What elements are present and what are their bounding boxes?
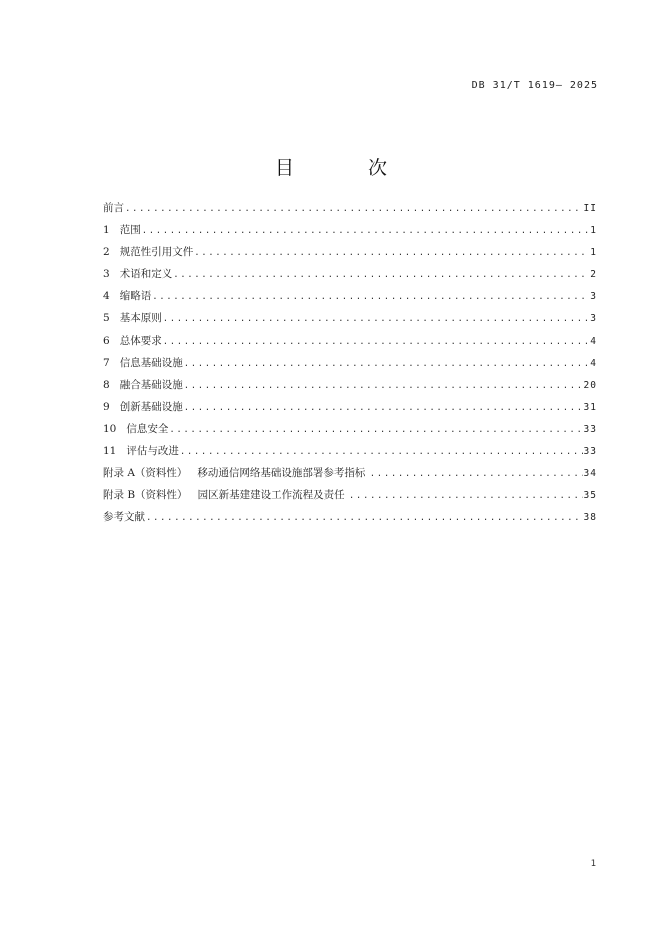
toc-entry-page: 4: [590, 357, 597, 369]
toc-entry-label: 10 信息安全: [103, 422, 169, 435]
toc-leader-dots: [194, 245, 589, 261]
toc-entry-information-infrastructure[interactable]: [103, 355, 597, 377]
toc-entry-evaluation-improvement[interactable]: [103, 443, 597, 465]
toc-entry-fusion-infrastructure[interactable]: [103, 377, 597, 399]
toc-leader-dots: [163, 311, 590, 327]
toc-entry-scope[interactable]: [103, 222, 597, 244]
toc-entry-page: 31: [583, 401, 597, 413]
toc-leader-dots: [184, 378, 583, 394]
toc-leader-dots: [184, 356, 590, 372]
toc-entry-page: 1: [590, 247, 597, 259]
toc-leader-dots: [163, 334, 590, 350]
toc-entry-innovation-infrastructure[interactable]: [103, 399, 597, 421]
toc-entry-page: 33: [583, 423, 597, 435]
toc-leader-dots: [146, 510, 583, 526]
toc-entry-page: 33: [583, 446, 597, 458]
toc-entry-label: 9 创新基础设施: [103, 400, 183, 413]
toc-entry-bibliography[interactable]: [103, 509, 597, 531]
toc-entry-label: 5 基本原则: [103, 312, 162, 325]
toc-entry-page: 4: [590, 335, 597, 347]
toc-entry-page: 38: [583, 512, 597, 524]
toc-title: 目 次: [274, 156, 422, 179]
toc-entry-page: 34: [583, 468, 597, 480]
toc-entry-label: 前言: [103, 202, 124, 214]
toc-leader-dots: [370, 466, 583, 482]
toc-leader-dots: [173, 267, 589, 283]
document-code: DB 31/T 1619— 2025: [471, 80, 598, 91]
toc-entry-page: 35: [583, 490, 597, 502]
toc-entry-abbreviations[interactable]: [103, 288, 597, 310]
toc-entry-page: 3: [590, 291, 597, 303]
toc-entry-page: 1: [590, 225, 597, 237]
toc-leader-dots: [152, 289, 589, 305]
toc-entry-page: 3: [590, 313, 597, 325]
toc-entry-label: 2 规范性引用文件: [103, 246, 194, 259]
toc-leader-dots: [169, 422, 582, 438]
toc-entry-label: 3 术语和定义: [103, 268, 173, 281]
toc-entry-appendix-a[interactable]: [103, 465, 597, 487]
toc-entry-page: 20: [583, 379, 597, 391]
toc-entry-label: 7 信息基础设施: [103, 356, 183, 369]
table-of-contents: [103, 200, 597, 531]
toc-entry-page: II: [583, 203, 597, 214]
toc-entry-label: 附录 A（资料性） 移动通信网络基础设施部署参考指标: [103, 467, 369, 480]
toc-entry-appendix-b[interactable]: [103, 487, 597, 509]
toc-entry-basic-principles[interactable]: [103, 310, 597, 332]
toc-entry-normative-references[interactable]: [103, 244, 597, 266]
toc-entry-information-security[interactable]: [103, 421, 597, 443]
toc-leader-dots: [184, 400, 583, 416]
toc-entry-label: 附录 B（资料性） 园区新基建建设工作流程及责任: [103, 489, 348, 502]
page-number: 1: [590, 859, 596, 869]
toc-entry-label: 8 融合基础设施: [103, 378, 183, 391]
toc-entry-terms-definitions[interactable]: [103, 266, 597, 288]
toc-leader-dots: [142, 223, 590, 239]
toc-leader-dots: [349, 488, 583, 504]
toc-entry-label: 1 范围: [103, 224, 141, 237]
toc-entry-foreword[interactable]: [103, 200, 597, 222]
toc-leader-dots: [125, 201, 583, 217]
toc-entry-label: 6 总体要求: [103, 334, 162, 347]
toc-entry-general-requirements[interactable]: [103, 333, 597, 355]
toc-entry-label: 4 缩略语: [103, 290, 152, 303]
toc-leader-dots: [180, 444, 583, 460]
toc-entry-label: 11 评估与改进: [103, 445, 179, 458]
toc-entry-page: 2: [590, 269, 597, 281]
toc-entry-label: 参考文献: [103, 511, 145, 524]
